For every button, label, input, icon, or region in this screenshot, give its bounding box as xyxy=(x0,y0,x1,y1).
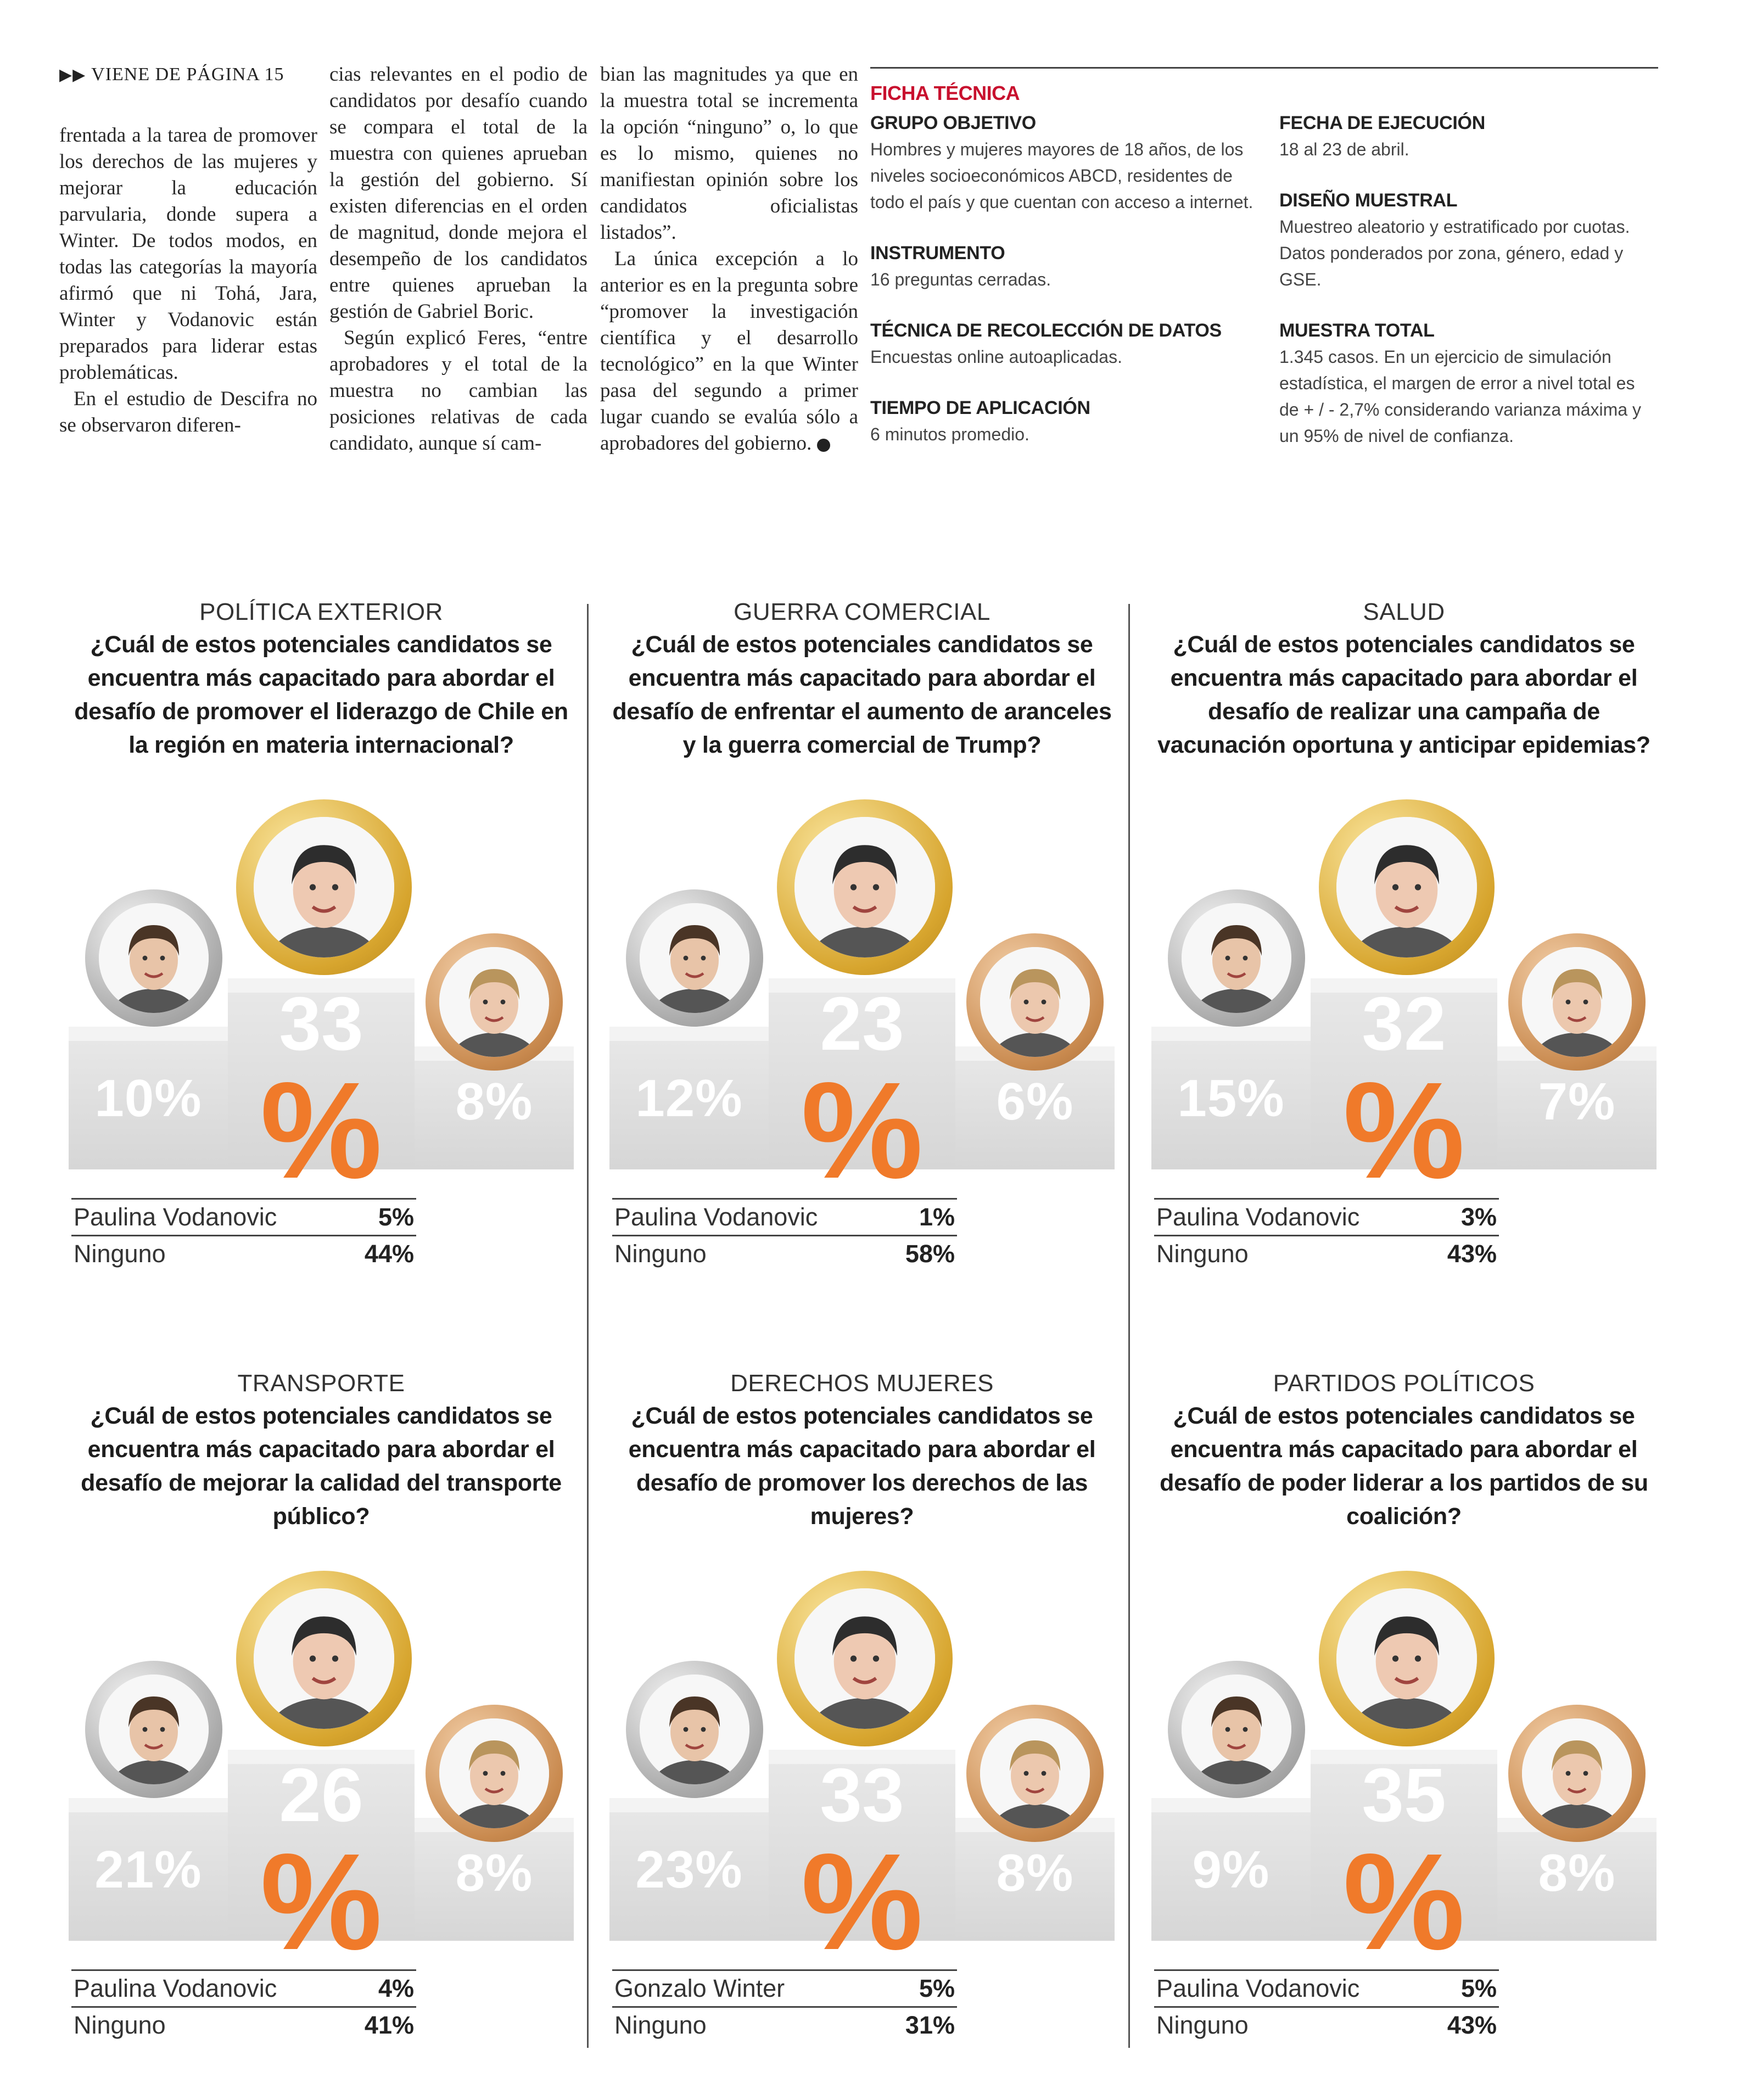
result-row xyxy=(71,1969,416,2008)
continued-from-label: ▶▶ VIENE DE PÁGINA 15 xyxy=(59,64,284,85)
chart-category: GUERRA COMERCIAL xyxy=(734,598,990,625)
portrait-shape xyxy=(1522,947,1632,1057)
portrait-shape xyxy=(640,1675,749,1784)
result-label: Ninguno xyxy=(74,2011,166,2039)
podium-chart xyxy=(60,598,582,1329)
podium-chart xyxy=(601,1370,1123,2100)
second-place-value: 12% xyxy=(635,1069,743,1128)
first-place-value: 26 xyxy=(279,1753,363,1838)
percent-sign-icon: % xyxy=(1342,1054,1465,1207)
gold-medal-portrait xyxy=(1319,1571,1495,1746)
portrait-shape xyxy=(980,1718,1090,1828)
other-results xyxy=(612,1198,957,1272)
second-place-value: 15% xyxy=(1177,1069,1285,1128)
third-place-value: 8% xyxy=(1538,1844,1616,1902)
bronze-medal-portrait xyxy=(966,933,1104,1071)
column-divider xyxy=(587,604,589,2048)
bronze-medal-portrait xyxy=(426,933,563,1071)
second-place-block xyxy=(609,1027,769,1169)
ficha-item: FECHA DE EJECUCIÓN 18 al 23 de abril. xyxy=(1279,113,1485,159)
first-place-value: 32 xyxy=(1362,982,1446,1066)
portrait-shape xyxy=(99,1675,209,1784)
result-row xyxy=(612,1198,957,1236)
ficha-item: GRUPO OBJETIVO Hombres y mujeres mayores de 18 años, de los niveles socioeconómicos ABCD, residentes de todo el país y que cuentan con acceso a internet. xyxy=(870,113,1253,212)
ficha-item: MUESTRA TOTAL 1.345 casos. En un ejercicio de simulación estadística, el margen de error a nivel total es de + / - 2,7% considerando varianza máxima y un 95% de nivel de confianza. xyxy=(1279,320,1641,446)
portrait-shape xyxy=(1182,903,1291,1013)
second-place-value: 21% xyxy=(94,1840,202,1899)
second-place-block xyxy=(69,1798,228,1941)
result-label: Ninguno xyxy=(74,1240,166,1268)
article-paragraph: En el estudio de Descifra no se observaron diferen- xyxy=(59,388,317,436)
ficha-item: TÉCNICA DE RECOLECCIÓN DE DATOS Encuestas online autoaplicadas. xyxy=(870,320,1222,367)
first-place-value: 33 xyxy=(820,1753,904,1838)
gold-medal-portrait xyxy=(236,799,412,975)
silver-medal-portrait xyxy=(626,1661,763,1798)
gold-medal-portrait xyxy=(777,799,953,975)
result-label: Paulina Vodanovic xyxy=(74,1203,277,1231)
portrait-shape xyxy=(1336,817,1477,957)
ficha-title: FICHA TÉCNICA xyxy=(870,82,1020,104)
result-row xyxy=(1154,1969,1499,2008)
result-value: 4% xyxy=(378,1974,414,2002)
chart-category: DERECHOS MUJERES xyxy=(730,1370,994,1397)
second-place-block xyxy=(69,1027,228,1169)
result-label: Ninguno xyxy=(614,1240,707,1268)
result-value: 5% xyxy=(1460,1974,1497,2002)
percent-sign-icon: % xyxy=(1342,1825,1465,1978)
second-place-block xyxy=(1151,1027,1311,1169)
double-arrow-icon: ▶▶ xyxy=(59,66,86,84)
bronze-medal-portrait xyxy=(1508,1705,1646,1842)
result-row xyxy=(612,1969,957,2008)
podium xyxy=(601,1573,1123,1978)
other-results xyxy=(612,1969,957,2043)
result-value: 43% xyxy=(1447,1240,1497,1268)
portrait-shape xyxy=(439,947,549,1057)
chart-question: ¿Cuál de estos potenciales candidatos se encuentra más capacitado para abordar el desafío de mejorar la calidad del transporte público? xyxy=(81,1403,562,1530)
first-place-value: 35 xyxy=(1362,1753,1446,1838)
result-value: 5% xyxy=(378,1203,414,1231)
result-row xyxy=(71,1198,416,1236)
podium-chart xyxy=(1143,1370,1665,2100)
chart-category: TRANSPORTE xyxy=(237,1370,405,1397)
percent-sign-icon: % xyxy=(260,1054,383,1207)
result-value: 3% xyxy=(1460,1203,1497,1231)
result-row xyxy=(1154,1236,1499,1272)
other-results xyxy=(71,1969,416,2043)
portrait-shape xyxy=(254,1588,394,1729)
result-row xyxy=(612,2008,957,2043)
percent-sign-icon: % xyxy=(801,1825,924,1978)
chart-question: ¿Cuál de estos potenciales candidatos se encuentra más capacitado para abordar el desafío de promover los derechos de las mujeres? xyxy=(628,1403,1096,1530)
result-value: 31% xyxy=(905,2011,955,2039)
result-label: Paulina Vodanovic xyxy=(74,1974,277,2002)
gold-medal-portrait xyxy=(1319,799,1495,975)
portrait-shape xyxy=(1336,1588,1477,1729)
result-label: Paulina Vodanovic xyxy=(1156,1974,1360,2002)
ficha-left-column xyxy=(870,113,1255,477)
portrait-shape xyxy=(640,903,749,1013)
article-column-3 xyxy=(600,61,858,457)
second-place-block xyxy=(609,1798,769,1941)
portrait-shape xyxy=(1522,1718,1632,1828)
portrait-shape xyxy=(1182,1675,1291,1784)
ficha-item: DISEÑO MUESTRAL Muestreo aleatorio y estratificado por cuotas. Datos ponderados por zona, género, edad y GSE. xyxy=(1279,190,1630,289)
third-place-value: 8% xyxy=(996,1844,1074,1902)
result-row xyxy=(71,2008,416,2043)
third-place-value: 7% xyxy=(1538,1072,1616,1131)
result-value: 44% xyxy=(364,1240,414,1268)
first-place-value: 23 xyxy=(820,982,904,1066)
ficha-item: INSTRUMENTO 16 preguntas cerradas. xyxy=(870,243,1051,289)
article-paragraph: cias relevantes en el podio de candidatos por desafío cuando se compara el total de la muestra con quienes aprueban la gestión del gobierno. Sí existen diferencias en el orden de magnitud, donde mejora el desempeño de los candidatos entre quienes aprueban la gestión de Gabriel Boric. xyxy=(329,63,587,323)
ficha-item: TIEMPO DE APLICACIÓN 6 minutos promedio. xyxy=(870,397,1090,444)
podium xyxy=(60,1573,582,1978)
second-place-value: 10% xyxy=(94,1069,202,1128)
chart-category: POLÍTICA EXTERIOR xyxy=(199,598,443,625)
result-label: Paulina Vodanovic xyxy=(614,1203,818,1231)
gold-medal-portrait xyxy=(236,1571,412,1746)
article-paragraph: La única excepción a lo anterior es en la pregunta sobre “promover la investigación científica y el desarrollo tecnológico” en la que Winter pasa del segundo a primer lugar cuando se evalúa sólo a aprobadores del gobierno. ✦ xyxy=(600,248,858,455)
result-label: Ninguno xyxy=(1156,2011,1249,2039)
portrait-shape xyxy=(794,1588,935,1729)
result-label: Paulina Vodanovic xyxy=(1156,1203,1360,1231)
chart-question: ¿Cuál de estos potenciales candidatos se encuentra más capacitado para abordar el desafío de enfrentar el aumento de aranceles y la guerra comercial de Trump? xyxy=(612,631,1112,758)
result-row xyxy=(1154,1198,1499,1236)
first-place-value: 33 xyxy=(279,982,363,1066)
second-place-value: 23% xyxy=(635,1840,743,1899)
portrait-shape xyxy=(980,947,1090,1057)
podium xyxy=(1143,802,1665,1207)
result-label: Gonzalo Winter xyxy=(614,1974,785,2002)
article-column-2 xyxy=(329,61,587,457)
article-paragraph: bian las magnitudes ya que en la muestra total se incrementa la opción “ninguno” o, lo que es lo mismo, quienes no manifiestan opinión sobre los candidatos oficialistas listados”. xyxy=(600,63,858,244)
chart-question: ¿Cuál de estos potenciales candidatos se encuentra más capacitado para abordar el desafío de realizar una campaña de vacunación oportuna y anticipar epidemias? xyxy=(1157,631,1650,758)
bronze-medal-portrait xyxy=(1508,933,1646,1071)
article-column-1 xyxy=(59,61,317,439)
article-paragraph: frentada a la tarea de promover los derechos de las mujeres y mejorar la educación parvularia, donde supera a Winter. De todos modos, en todas las categorías la mayoría afirmó que ni Tohá, Jara, Winter y Vodanovic están preparados para liderar estas problemáticas. xyxy=(59,124,317,384)
result-row xyxy=(71,1236,416,1272)
result-label: Ninguno xyxy=(614,2011,707,2039)
third-place-value: 8% xyxy=(455,1844,533,1902)
chart-category: PARTIDOS POLÍTICOS xyxy=(1273,1370,1535,1397)
bronze-medal-portrait xyxy=(426,1705,563,1842)
result-value: 5% xyxy=(919,1974,955,2002)
podium-chart xyxy=(60,1370,582,2100)
ficha-right-column xyxy=(1279,113,1658,477)
other-results xyxy=(1154,1969,1499,2043)
second-place-value: 9% xyxy=(1192,1840,1270,1899)
silver-medal-portrait xyxy=(1168,889,1305,1027)
result-value: 41% xyxy=(364,2011,414,2039)
other-results xyxy=(71,1198,416,1272)
chart-category: SALUD xyxy=(1363,598,1445,625)
result-row xyxy=(612,1236,957,1272)
result-value: 58% xyxy=(905,1240,955,1268)
portrait-shape xyxy=(794,817,935,957)
silver-medal-portrait xyxy=(626,889,763,1027)
percent-sign-icon: % xyxy=(801,1054,924,1207)
result-label: Ninguno xyxy=(1156,1240,1249,1268)
other-results xyxy=(1154,1198,1499,1272)
podium xyxy=(601,802,1123,1207)
silver-medal-portrait xyxy=(85,889,222,1027)
end-of-article-icon: ✦ xyxy=(817,439,830,452)
ficha-tecnica xyxy=(870,67,1658,477)
gold-medal-portrait xyxy=(777,1571,953,1746)
podium-chart xyxy=(1143,598,1665,1329)
second-place-block xyxy=(1151,1798,1311,1941)
third-place-value: 8% xyxy=(455,1072,533,1131)
portrait-shape xyxy=(99,903,209,1013)
result-value: 43% xyxy=(1447,2011,1497,2039)
column-divider xyxy=(1128,604,1130,2048)
chart-question: ¿Cuál de estos potenciales candidatos se encuentra más capacitado para abordar el desafío de promover el liderazgo de Chile en la región en materia internacional? xyxy=(74,631,568,758)
result-row xyxy=(1154,2008,1499,2043)
article-paragraph: Según explicó Feres, “entre aprobadores y el total de la muestra no cambian las posiciones relativas de cada candidato, aunque sí cam- xyxy=(329,327,587,455)
silver-medal-portrait xyxy=(1168,1661,1305,1798)
third-place-value: 6% xyxy=(996,1072,1074,1131)
portrait-shape xyxy=(254,817,394,957)
bronze-medal-portrait xyxy=(966,1705,1104,1842)
silver-medal-portrait xyxy=(85,1661,222,1798)
percent-sign-icon: % xyxy=(260,1825,383,1978)
portrait-shape xyxy=(439,1718,549,1828)
result-value: 1% xyxy=(919,1203,955,1231)
podium-chart xyxy=(601,598,1123,1329)
podium xyxy=(60,802,582,1207)
podium xyxy=(1143,1573,1665,1978)
chart-question: ¿Cuál de estos potenciales candidatos se encuentra más capacitado para abordar el desafío de poder liderar a los partidos de su coalición? xyxy=(1160,1403,1648,1530)
